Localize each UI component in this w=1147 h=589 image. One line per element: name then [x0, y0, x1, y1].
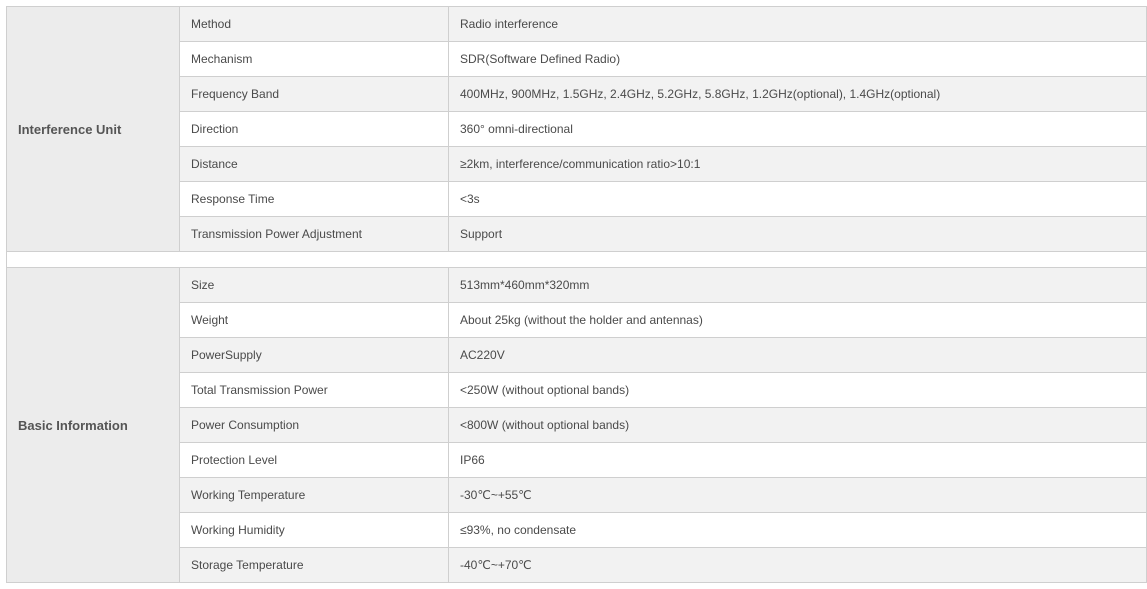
spec-key-cell: Method — [180, 7, 449, 42]
spec-value-cell: -40℃~+70℃ — [449, 548, 1147, 583]
spec-key-cell: Size — [180, 268, 449, 303]
spec-key-cell: Direction — [180, 112, 449, 147]
spec-value-cell: AC220V — [449, 338, 1147, 373]
spec-value-cell: About 25kg (without the holder and antennas) — [449, 303, 1147, 338]
spec-key-cell: Storage Temperature — [180, 548, 449, 583]
table-row — [7, 268, 1147, 303]
spec-key-cell: Weight — [180, 303, 449, 338]
spec-key-cell: Working Humidity — [180, 513, 449, 548]
section-group-label: Basic Information — [7, 268, 180, 583]
spec-value-cell: <800W (without optional bands) — [449, 408, 1147, 443]
spec-key-cell: Frequency Band — [180, 77, 449, 112]
spec-value-cell: Support — [449, 217, 1147, 252]
spec-key-cell: Power Consumption — [180, 408, 449, 443]
section-spacer — [7, 252, 1147, 268]
spec-key-cell: Working Temperature — [180, 478, 449, 513]
spec-value-cell: -30℃~+55℃ — [449, 478, 1147, 513]
spec-value-cell: 513mm*460mm*320mm — [449, 268, 1147, 303]
spec-key-cell: Response Time — [180, 182, 449, 217]
section-group-label: Interference Unit — [7, 7, 180, 252]
spec-key-cell: Protection Level — [180, 443, 449, 478]
spec-value-cell: ≥2km, interference/communication ratio>10:1 — [449, 147, 1147, 182]
spec-table-body — [7, 7, 1147, 583]
spec-value-cell: IP66 — [449, 443, 1147, 478]
spec-value-cell: <250W (without optional bands) — [449, 373, 1147, 408]
table-row — [7, 7, 1147, 42]
spec-value-cell: SDR(Software Defined Radio) — [449, 42, 1147, 77]
spec-key-cell: Transmission Power Adjustment — [180, 217, 449, 252]
spec-value-cell: Radio interference — [449, 7, 1147, 42]
spec-key-cell: Total Transmission Power — [180, 373, 449, 408]
spacer-cell — [7, 252, 1147, 268]
spec-value-cell: ≤93%, no condensate — [449, 513, 1147, 548]
spec-value-cell: <3s — [449, 182, 1147, 217]
spec-key-cell: PowerSupply — [180, 338, 449, 373]
spec-value-cell: 360° omni-directional — [449, 112, 1147, 147]
spec-value-cell: 400MHz, 900MHz, 1.5GHz, 2.4GHz, 5.2GHz, 5.8GHz, 1.2GHz(optional), 1.4GHz(optional) — [449, 77, 1147, 112]
spec-table — [6, 6, 1147, 583]
spec-key-cell: Distance — [180, 147, 449, 182]
spec-key-cell: Mechanism — [180, 42, 449, 77]
